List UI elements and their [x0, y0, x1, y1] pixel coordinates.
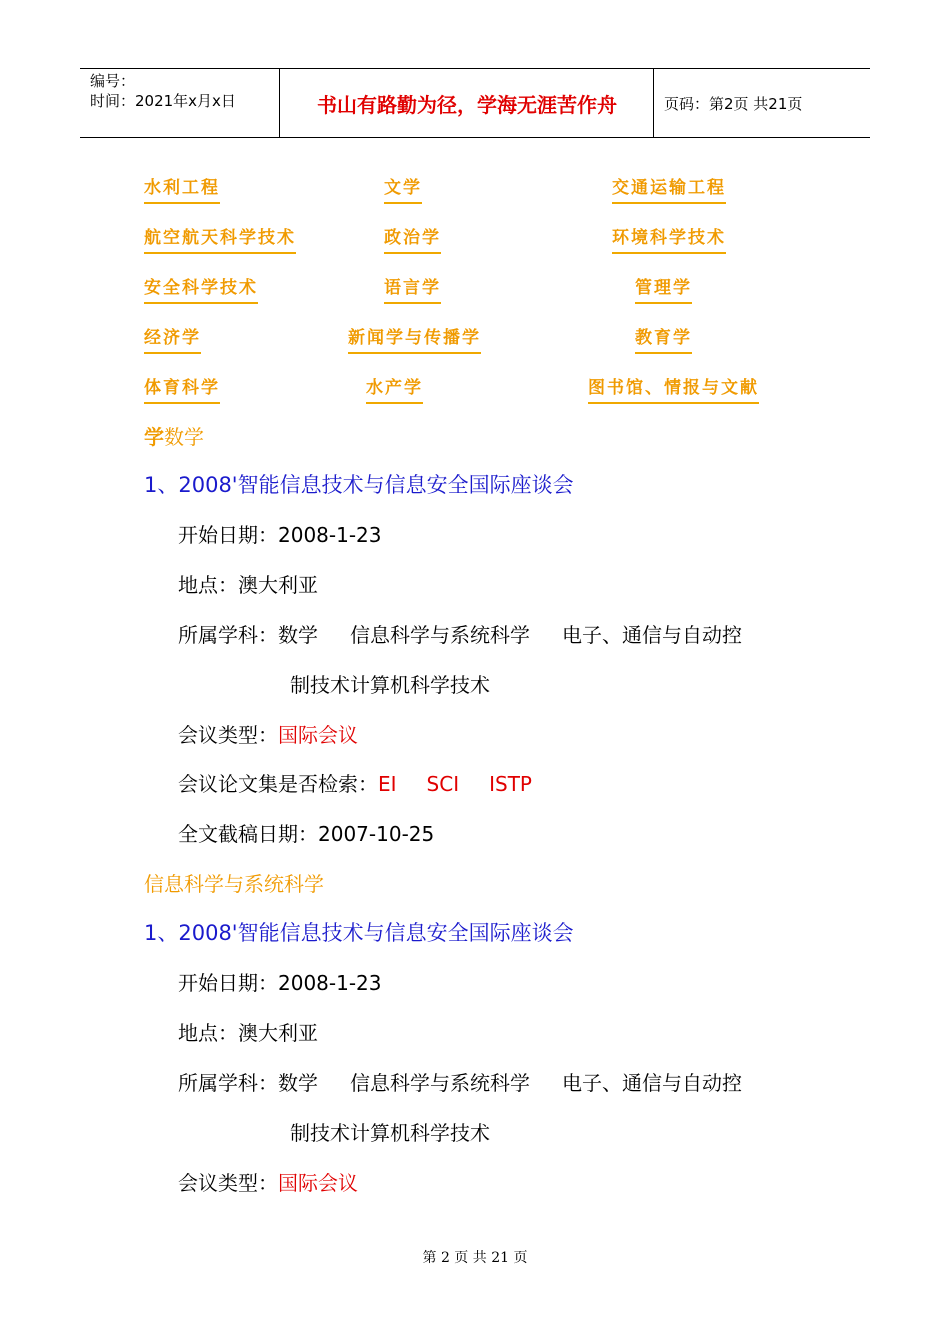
category-link[interactable]: 语言学	[384, 273, 441, 304]
category-link[interactable]: 环境科学技术	[612, 223, 726, 254]
header-meta	[80, 69, 280, 137]
category-link[interactable]: 交通运输工程	[612, 173, 726, 204]
category-link[interactable]: 体育科学	[144, 373, 220, 404]
subject-item: 制技术	[290, 1121, 350, 1145]
header-page-info: 页码：第2页 共21页	[664, 94, 803, 113]
meeting-type-row	[178, 719, 358, 748]
start-date-value: 2008-1-23	[278, 971, 382, 995]
category-link[interactable]: 教育学	[635, 323, 692, 354]
deadline-value: 2007-10-25	[318, 822, 435, 846]
index-value: EI	[378, 772, 397, 796]
subject-item: 信息科学与系统科学	[350, 623, 530, 647]
location-label: 地点：	[178, 573, 238, 597]
category-link[interactable]: 经济学	[144, 323, 201, 354]
meeting-type-label: 会议类型：	[178, 723, 278, 747]
category-link[interactable]: 安全科学技术	[144, 273, 258, 304]
meeting-type-value: 国际会议	[278, 723, 358, 747]
index-label: 会议论文集是否检索：	[178, 772, 378, 796]
subject-label: 所属学科：	[178, 623, 278, 647]
start-date-row	[178, 519, 382, 548]
category-link[interactable]: 文学	[384, 173, 422, 204]
subject-row	[178, 1067, 742, 1096]
header-motto: 书山有路勤为径，学海无涯苦作舟	[281, 69, 654, 137]
category-link[interactable]: 水产学	[366, 373, 423, 404]
location-row	[178, 1017, 318, 1046]
category-link[interactable]: 新闻学与传播学	[348, 323, 481, 354]
index-value: ISTP	[489, 772, 532, 796]
section-heading-math: 数学	[164, 425, 204, 449]
category-tail-bold[interactable]: 学	[144, 425, 164, 449]
subject-row	[178, 619, 742, 648]
meeting-type-row	[178, 1167, 358, 1196]
location-row	[178, 569, 318, 598]
subject-item: 制技术	[290, 673, 350, 697]
deadline-label: 全文截稿日期：	[178, 822, 318, 846]
subject-item: 数学	[278, 623, 318, 647]
subject-item: 计算机科学技术	[350, 1121, 490, 1145]
document-number-label: 编号：	[90, 72, 136, 90]
deadline-row	[178, 818, 434, 847]
subject-item: 数学	[278, 1071, 318, 1095]
subject-item: 电子、通信与自动控	[562, 1071, 742, 1095]
meeting-type-value: 国际会议	[278, 1171, 358, 1195]
index-row	[178, 768, 532, 797]
section-heading: 信息科学与系统科学	[144, 872, 324, 896]
document-time: 时间：2021年x月x日	[90, 92, 236, 110]
category-link[interactable]: 航空航天科学技术	[144, 223, 296, 254]
subject-item: 计算机科学技术	[350, 673, 490, 697]
location-value: 澳大利亚	[238, 1021, 318, 1045]
start-date-label: 开始日期：	[178, 523, 278, 547]
start-date-row	[178, 967, 382, 996]
category-link[interactable]: 水利工程	[144, 173, 220, 204]
conference-title[interactable]: 1、2008'智能信息技术与信息安全国际座谈会	[144, 921, 574, 945]
category-tail	[144, 421, 204, 450]
subject-label: 所属学科：	[178, 1071, 278, 1095]
index-value: SCI	[426, 772, 460, 796]
subject-row-continued	[290, 669, 490, 698]
location-label: 地点：	[178, 1021, 238, 1045]
page-header	[80, 68, 870, 138]
category-link[interactable]: 管理学	[635, 273, 692, 304]
page-footer: 第 2 页 共 21 页	[422, 1250, 528, 1266]
start-date-value: 2008-1-23	[278, 523, 382, 547]
category-link[interactable]: 政治学	[384, 223, 441, 254]
category-link[interactable]: 图书馆、情报与文献	[588, 373, 759, 404]
subject-item: 电子、通信与自动控	[562, 623, 742, 647]
subject-item: 信息科学与系统科学	[350, 1071, 530, 1095]
meeting-type-label: 会议类型：	[178, 1171, 278, 1195]
conference-title[interactable]: 1、2008'智能信息技术与信息安全国际座谈会	[144, 473, 574, 497]
start-date-label: 开始日期：	[178, 971, 278, 995]
location-value: 澳大利亚	[238, 573, 318, 597]
subject-row-continued	[290, 1117, 490, 1146]
